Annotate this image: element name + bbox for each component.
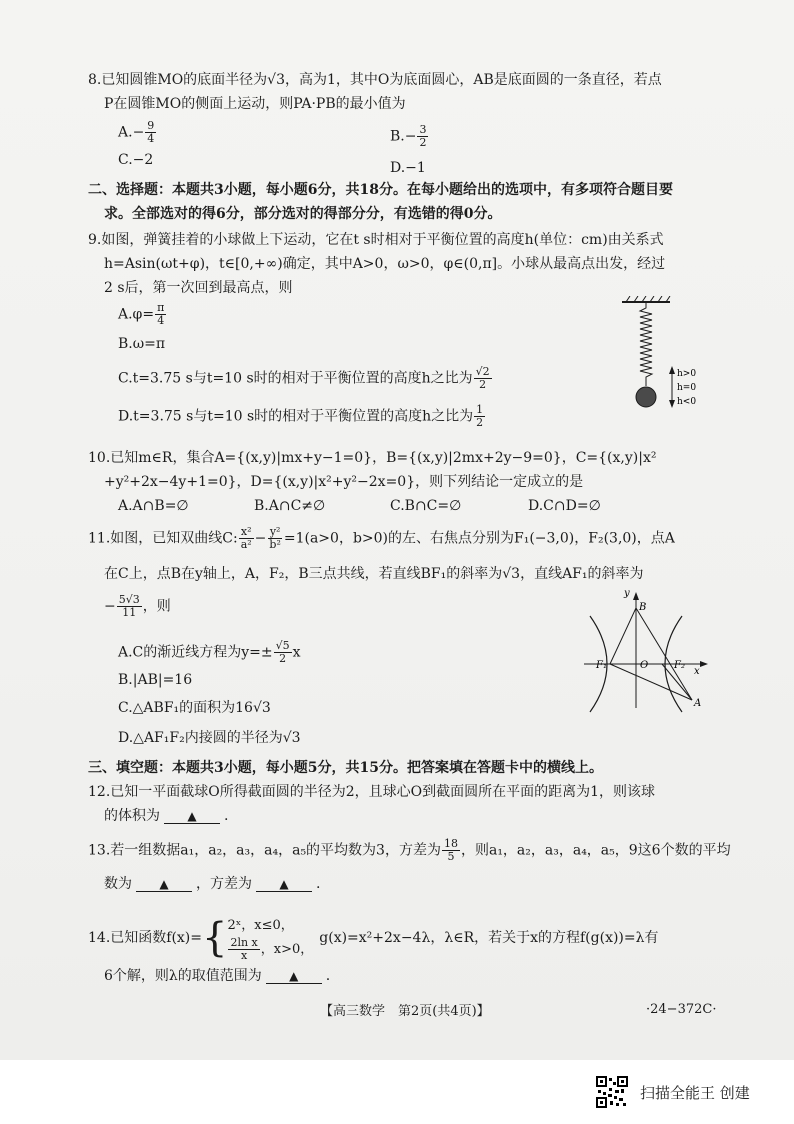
piecewise-cases: 2ˣ，x≤0， $\frac{\text{2ln x}}{x}$ ，x>0， <box>227 917 314 962</box>
y-axis-arrow-icon <box>633 592 639 600</box>
q11-line1: 11.如图，已知双曲线C: $\frac{\text{x²}}{\text{a²}}$ − $\frac{\text{y²}}{\text{b²}}$ =1(a>0，b>0)的左、右焦点分别为F₁(−3,0)，F₂(3,0)，点A <box>88 525 675 551</box>
q12-answer-blank: ▲ <box>164 809 220 824</box>
x-axis-arrow-icon <box>700 661 708 667</box>
q10-option-c: C.B∩C=∅ <box>390 498 462 514</box>
q11-option-b: B.|AB|=16 <box>118 672 193 688</box>
scanner-brand: 扫描全能王 创建 <box>640 1084 750 1102</box>
q9-option-c: C.t=3.75 s与t=10 s时的相对于平衡位置的高度h之比为 $\frac{√2}{2}$ <box>118 365 490 391</box>
section2-heading-line2: 求。全部选对的得6分，部分选对的得部分分，有选错的得0分。 <box>104 206 502 222</box>
q9-line1: 9.如图，弹簧挂着的小球做上下运动，它在t s时相对于平衡位置的高度h(单位：cm)由关系式 <box>88 232 664 248</box>
q11-line2: 在C上，点B在y轴上，A，F₂，B三点共线，若直线BF₁的斜率为√3，直线AF₁的斜率为 <box>104 566 644 582</box>
section3-heading: 三、填空题：本题共3小题，每小题5分，共15分。把答案填在答题卡中的横线上。 <box>88 760 603 776</box>
page-footer: 【高三数学 第2页(共4页)】 <box>320 1004 490 1019</box>
q12-line1: 12.已知一平面截球O所得截面圆的半径为2，且球心O到截面圆所在平面的距离为1，则该球 <box>88 784 656 800</box>
q11-option-d: D.△AF₁F₂内接圆的半径为√3 <box>118 730 301 746</box>
ball <box>636 387 656 407</box>
spring-coil <box>640 302 652 386</box>
line-bf1 <box>610 608 636 664</box>
q8-line1: 8.已知圆锥MO的底面半径为√3，高为1，其中O为底面圆心，AB是底面圆的一条直径，若点 <box>88 72 662 88</box>
q13-mean-blank: ▲ <box>136 877 192 892</box>
q8-line2: P在圆锥MO的侧面上运动，则PA·PB的最小值为 <box>104 96 406 112</box>
spring-figure <box>612 296 712 416</box>
q10-option-d: D.C∩D=∅ <box>528 498 601 514</box>
arrow-up-icon <box>669 366 675 374</box>
q12-line2: 的体积为 ▲ . <box>104 808 229 824</box>
qr-code-icon <box>596 1076 628 1108</box>
q14-line2: 6个解，则λ的取值范围为 ▲ . <box>104 968 331 984</box>
label-a: A <box>694 698 702 709</box>
q13-variance-blank: ▲ <box>256 877 312 892</box>
q9-line2: h=Asin(ωt+φ)，t∈[0,+∞)确定，其中A>0，ω>0，φ∈(0,π]。小球从最高点出发，经过 <box>104 256 666 272</box>
q9-line3: 2 s后，第一次回到最高点，则 <box>104 280 293 296</box>
q13-line2: 数为 ▲ ，方差为 ▲ . <box>104 876 321 892</box>
label-h-zero: h=0 <box>677 383 697 393</box>
q8-option-d: D.−1 <box>390 160 426 176</box>
label-x: x <box>694 666 700 677</box>
q11-line3: − $\frac{5√3}{11}$ ，则 <box>104 593 171 619</box>
exam-code: ·24−372C· <box>646 1002 717 1017</box>
label-b: B <box>639 602 647 613</box>
arrow-down-icon <box>669 400 675 408</box>
q9-option-a: A.φ= $\frac{\pi}{4}$ <box>118 301 165 327</box>
q14-answer-blank: ▲ <box>266 969 322 984</box>
label-h-pos: h>0 <box>677 369 697 379</box>
hyperbola-figure <box>580 586 714 716</box>
q10-line1: 10.已知m∈R，集合A={(x,y)|mx+y−1=0}，B={(x,y)|2mx+2y−9=0}，C={(x,y)|x² <box>88 450 657 466</box>
q11-option-c: C.△ABF₁的面积为16√3 <box>118 700 271 716</box>
q14-line1: 14.已知函数f(x)={ 2ˣ，x≤0， $\frac{\text{2ln x}}{x}$ ，x>0， g(x)=x²+2x−4λ，λ∈R，若关于x的方程f(g(x))=λ有 <box>88 915 659 962</box>
label-f2: F₂ <box>674 660 685 671</box>
q9-option-d: D.t=3.75 s与t=10 s时的相对于平衡位置的高度h之比为 $\frac{1}{2}$ <box>118 403 484 429</box>
label-f1: F₁ <box>596 660 607 671</box>
q9-option-b: B.ω=π <box>118 336 166 352</box>
q10-line2: +y²+2x−4y+1=0}，D={(x,y)|x²+y²−2x=0}，则下列结论一定成立的是 <box>104 474 584 490</box>
q13-line1: 13.若一组数据a₁，a₂，a₃，a₄，a₅的平均数为3，方差为 $\frac{18}{5}$ ，则a₁，a₂，a₃，a₄，a₅，9这6个数的平均 <box>88 837 731 863</box>
label-o: O <box>640 660 649 671</box>
q8-option-a: A.− $\frac{9}{4}$ <box>118 119 155 145</box>
q8-option-c: C.−2 <box>118 152 154 168</box>
q11-option-a: A.C的渐近线方程为y=± $\frac{√5}{2}$ x <box>118 639 301 665</box>
piecewise-brace-icon: { <box>202 915 228 961</box>
section2-heading-line1: 二、选择题：本题共3小题，每小题6分，共18分。在每小题给出的选项中，有多项符合题目要 <box>88 182 673 198</box>
q10-option-a: A.A∩B=∅ <box>118 498 189 514</box>
line-ba <box>636 608 692 700</box>
q10-option-b: B.A∩C≠∅ <box>254 498 326 514</box>
label-y: y <box>624 588 630 599</box>
q8-option-b: B.− $\frac{3}{2}$ <box>390 123 427 149</box>
label-h-neg: h<0 <box>677 397 697 407</box>
